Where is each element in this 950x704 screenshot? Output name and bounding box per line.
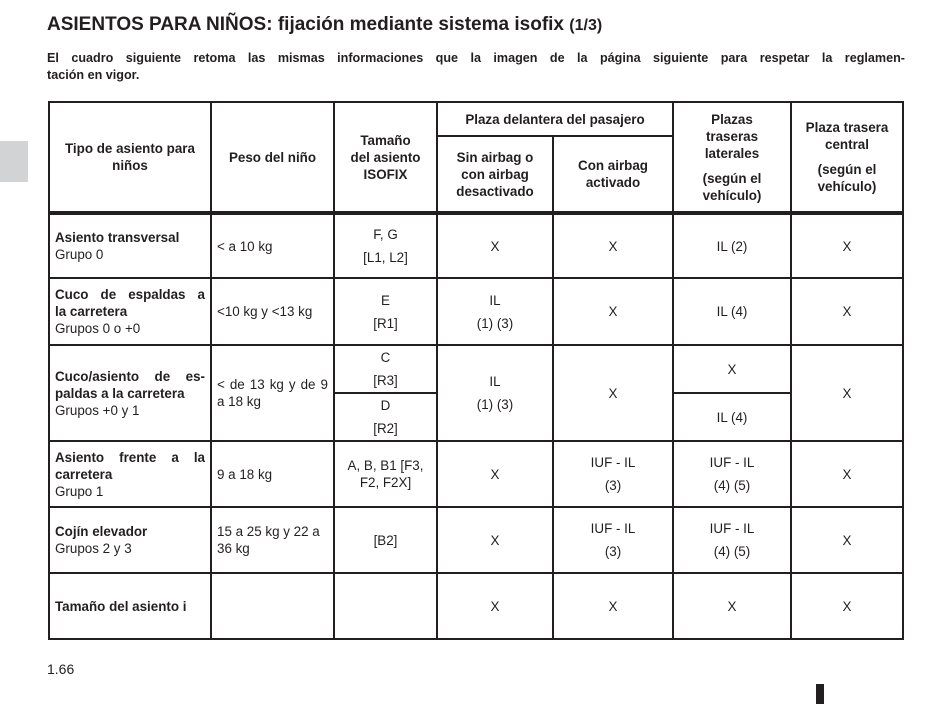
row-isofix-size: [B2] bbox=[334, 507, 437, 573]
intro-line-1: El cuadro siguiente retoma las mismas informaciones que la imagen de la página siguiente para respetar la reglamen- bbox=[47, 51, 905, 65]
row-rear-center: X bbox=[791, 345, 903, 441]
row-isofix-size: F, G [L1, L2] bbox=[334, 213, 437, 278]
table-row bbox=[49, 278, 903, 345]
row-rear-center: X bbox=[791, 278, 903, 345]
row-rear-side: IUF - IL (4) (5) bbox=[673, 507, 791, 573]
row-seat-type: Asiento frente a la carretera Grupo 1 bbox=[49, 441, 211, 507]
row-with-airbag: IUF - IL (3) bbox=[553, 507, 673, 573]
row-seat-type: Cuco de espaldas a la carretera Grupos 0 o +0 bbox=[49, 278, 211, 345]
row-weight: <10 kg y <13 kg bbox=[211, 278, 334, 345]
intro-paragraph bbox=[47, 50, 905, 84]
title-part: (1/3) bbox=[569, 17, 603, 34]
row-rear-side: IUF - IL (4) (5) bbox=[673, 441, 791, 507]
header-with-airbag: Con airbag activado bbox=[553, 136, 673, 213]
intro-line-2: tación en vigor. bbox=[47, 68, 140, 82]
row-no-airbag: X bbox=[437, 441, 553, 507]
row-with-airbag: X bbox=[553, 573, 673, 639]
row-rear-center: X bbox=[791, 213, 903, 278]
page-title bbox=[47, 14, 602, 36]
header-rear-center: Plaza trasera central (según el vehículo) bbox=[791, 102, 903, 213]
header-no-airbag: Sin airbag o con airbag desactivado bbox=[437, 136, 553, 213]
row-with-airbag: X bbox=[553, 278, 673, 345]
row-no-airbag: X bbox=[437, 213, 553, 278]
row-rear-side: X bbox=[673, 573, 791, 639]
row-weight bbox=[211, 573, 334, 639]
row-seat-type: Cuco/asiento de es- paldas a la carretera Grupos +0 y 1 bbox=[49, 345, 211, 441]
row-seat-type: Cojín elevador Grupos 2 y 3 bbox=[49, 507, 211, 573]
row-rear-center: X bbox=[791, 507, 903, 573]
row-with-airbag: X bbox=[553, 345, 673, 441]
table-row bbox=[49, 573, 903, 639]
row-isofix-size: A, B, B1 [F3, F2, F2X] bbox=[334, 441, 437, 507]
table-row bbox=[49, 507, 903, 573]
section-end-marker bbox=[816, 684, 824, 704]
title-main: ASIENTOS PARA NIÑOS: fijación mediante sistema isofix bbox=[47, 14, 564, 35]
row-with-airbag: X bbox=[553, 213, 673, 278]
header-front-passenger: Plaza delantera del pasajero bbox=[437, 102, 673, 136]
row-weight: < a 10 kg bbox=[211, 213, 334, 278]
row-weight: 9 a 18 kg bbox=[211, 441, 334, 507]
header-seat-type: Tipo de asiento para niños bbox=[49, 102, 211, 213]
row-rear-center: X bbox=[791, 573, 903, 639]
page-number: 1.66 bbox=[47, 661, 75, 677]
row-seat-type: Tamaño del asiento i bbox=[49, 573, 211, 639]
row-rear-side: IL (4) bbox=[673, 278, 791, 345]
row-isofix-size-a: C [R3] bbox=[334, 345, 437, 393]
row-no-airbag: X bbox=[437, 507, 553, 573]
row-weight: < de 13 kg y de 9 a 18 kg bbox=[211, 345, 334, 441]
row-isofix-size bbox=[334, 573, 437, 639]
row-no-airbag: IL (1) (3) bbox=[437, 345, 553, 441]
table-row bbox=[49, 345, 903, 393]
row-no-airbag: IL (1) (3) bbox=[437, 278, 553, 345]
table-row bbox=[49, 213, 903, 278]
row-rear-center: X bbox=[791, 441, 903, 507]
row-with-airbag: IUF - IL (3) bbox=[553, 441, 673, 507]
row-isofix-size-b: D [R2] bbox=[334, 393, 437, 441]
row-rear-side-b: IL (4) bbox=[673, 393, 791, 441]
row-isofix-size: E [R1] bbox=[334, 278, 437, 345]
chapter-tab-marker bbox=[0, 141, 28, 182]
row-seat-type: Asiento transversal Grupo 0 bbox=[49, 213, 211, 278]
row-no-airbag: X bbox=[437, 573, 553, 639]
header-isofix-size: Tamaño del asiento ISOFIX bbox=[334, 102, 437, 213]
table-row bbox=[49, 441, 903, 507]
isofix-table bbox=[48, 101, 904, 640]
row-rear-side: IL (2) bbox=[673, 213, 791, 278]
header-rear-side: Plazas traseras laterales (según el vehículo) bbox=[673, 102, 791, 213]
row-rear-side-a: X bbox=[673, 345, 791, 393]
row-weight: 15 a 25 kg y 22 a 36 kg bbox=[211, 507, 334, 573]
header-weight: Peso del niño bbox=[211, 102, 334, 213]
